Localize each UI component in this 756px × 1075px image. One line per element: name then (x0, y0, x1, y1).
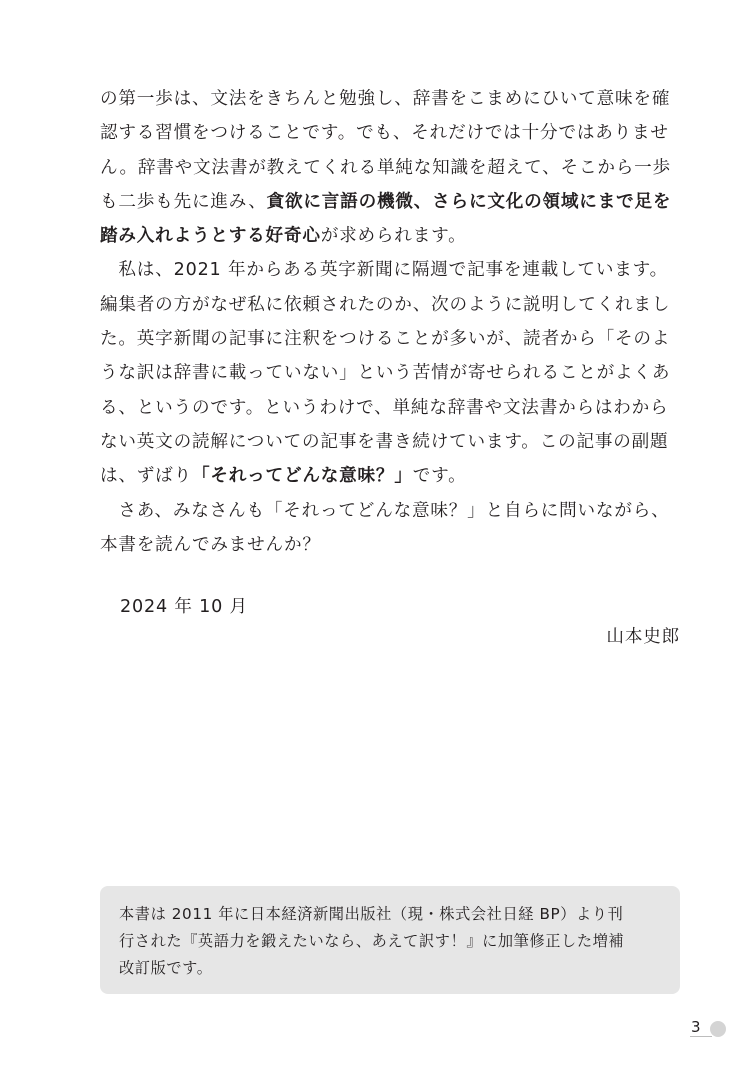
body-text-segment: 私は、2021 年からある英字新聞に隔週で記事を連載しています。 (100, 260, 668, 281)
edition-note-line: 本書は 2011 年に日本経済新聞出版社（現・株式会社日経 BP）より刊 (119, 905, 624, 923)
page-marker-dot (710, 1021, 726, 1037)
body-text-segment: 認する習慣をつけることです。でも、それだけでは十分ではありませ (100, 123, 669, 144)
body-text-segment: の第一歩は、文法をきちんと勉強し、辞書をこまめにひいて意味を確 (100, 89, 671, 109)
emphasized-text: 踏み入れようとする好奇心 (100, 226, 321, 247)
body-text-line (100, 459, 680, 493)
body-text-segment: 編集者の方がなぜ私に依頼されたのか、次のように説明してくれまし (100, 294, 671, 315)
body-text-segment: が求められます。 (320, 226, 467, 247)
body-text-segment: る、というのです。というわけで、単純な辞書や文法書からはわから (100, 397, 669, 418)
edition-note-box (100, 886, 680, 994)
signature-date: 2024 年 10 月 (120, 597, 248, 617)
body-text-line (100, 425, 680, 459)
page-number: 3 (691, 1018, 701, 1036)
body-text-line (100, 185, 680, 219)
body-text-segment: 本書を読んでみませんか？ (100, 534, 321, 555)
body-text-segment: は、ずばり (100, 466, 192, 487)
body-text-line (100, 82, 680, 116)
body-text (100, 82, 680, 562)
body-text-segment: ん。辞書や文法書が教えてくれる単純な知識を超えて、そこから一歩 (100, 157, 671, 178)
page-number-rule (690, 1036, 712, 1037)
edition-note-line: 行された『英語力を鍛えたいなら、あえて訳す！』に加筆修正した増補 (119, 932, 625, 950)
body-text-line (100, 356, 680, 390)
body-text-line (100, 494, 680, 528)
body-text-segment: です。 (412, 466, 467, 487)
body-text-segment: ない英文の読解についての記事を書き続けています。この記事の副題 (100, 431, 669, 452)
body-text-line (100, 219, 680, 253)
body-text-line (100, 528, 680, 562)
body-text-line (100, 391, 680, 425)
body-text-line (100, 288, 680, 322)
body-text-line (100, 151, 680, 185)
emphasized-text: 「それってどんな意味？」 (191, 466, 413, 487)
signature-author: 山本史郎 (606, 627, 680, 647)
body-text-line (100, 253, 680, 287)
body-text-segment: も二歩も先に進み、 (100, 191, 267, 212)
body-text-segment: た。英字新聞の記事に注釈をつけることが多いが、読者から「そのよ (100, 329, 671, 350)
body-text-segment: さあ、みなさんも「それってどんな意味？」と自らに問いながら、 (100, 500, 670, 521)
body-text-line (100, 116, 680, 150)
edition-note-line: 改訂版です。 (119, 959, 213, 977)
body-text-segment: うな訳は辞書に載っていない」という苦情が寄せられることがよくあ (100, 363, 671, 384)
emphasized-text: 貪欲に言語の機微、さらに文化の領域にまで足を (266, 191, 672, 212)
body-text-line (100, 322, 680, 356)
